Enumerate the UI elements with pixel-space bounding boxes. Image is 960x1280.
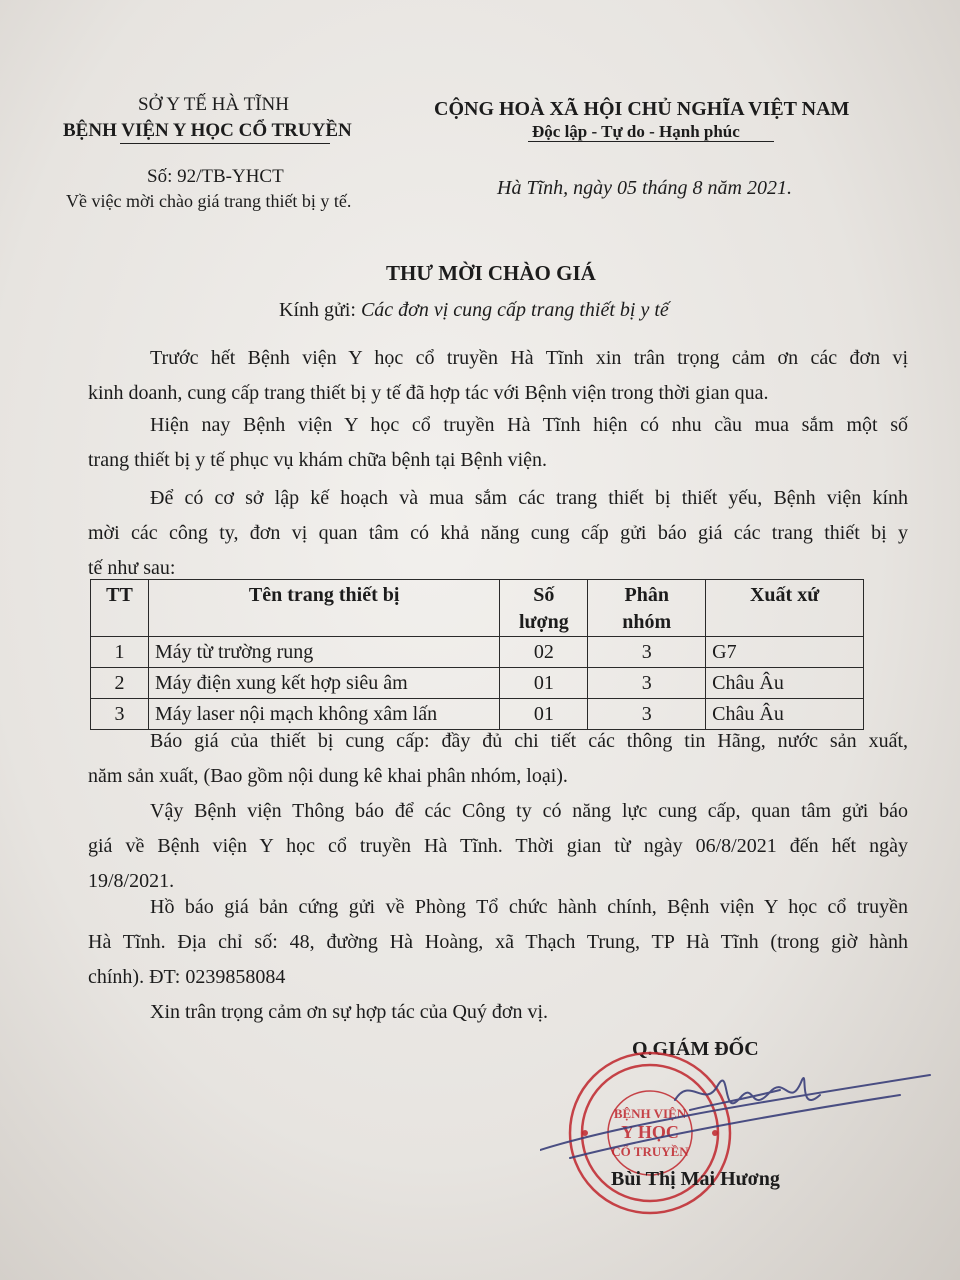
- paragraph-line: trang thiết bị y tế phục vụ khám chữa bệnh tại Bệnh viện.: [88, 449, 548, 471]
- place-date: Hà Tĩnh, ngày 05 tháng 8 năm 2021.: [497, 177, 792, 199]
- recipient-line: [279, 299, 669, 322]
- stamp-text-mid: Y HỌC: [621, 1122, 679, 1142]
- header-quantity-line1: Số: [533, 584, 555, 606]
- paragraph-line: Để có cơ sở lập kế hoạch và mua sắm các trang thiết bị thiết yếu, Bệnh viện kính: [150, 487, 908, 509]
- recipient-label: Kính gửi:: [279, 299, 361, 321]
- department-name: SỞ Y TẾ HÀ TĨNH: [138, 94, 289, 115]
- header-quantity-line2: lượng: [518, 611, 569, 633]
- header-group-line2: nhóm: [622, 611, 672, 633]
- paragraph-invitation: [88, 481, 908, 586]
- header-tt: TT: [91, 580, 149, 637]
- paragraph-quote-requirements: [88, 724, 908, 794]
- paragraph-line: chính). ĐT: 0239858084: [88, 966, 286, 988]
- stamp-text-top: BỆNH VIỆN: [613, 1106, 687, 1121]
- cell-tt: 1: [91, 637, 149, 668]
- paragraph-line: Hà Tĩnh. Địa chỉ số: 48, đường Hà Hoàng, xã Thạch Trung, TP Hà Tĩnh (trong giờ hành: [88, 931, 908, 953]
- cell-group: 3: [588, 668, 706, 699]
- cell-quantity: 01: [500, 699, 588, 730]
- motto-underline: [528, 141, 774, 142]
- header-origin: Xuất xứ: [706, 580, 864, 637]
- cell-group: 3: [588, 699, 706, 730]
- cell-equipment-name: Máy laser nội mạch không xâm lấn: [148, 699, 499, 730]
- table-header-row: [91, 580, 864, 637]
- paragraph-line: Xin trân trọng cảm ơn sự hợp tác của Quý đơn vị.: [150, 1001, 549, 1023]
- paragraph-line: giá về Bệnh viện Y học cổ truyền Hà Tĩnh. Thời gian từ ngày 06/8/2021 đến hết ngày: [88, 835, 908, 857]
- paragraph-line: Hồ báo giá bản cứng gửi về Phòng Tổ chức hành chính, Bệnh viện Y học cổ truyền: [150, 896, 908, 918]
- republic-name: CỘNG HOÀ XÃ HỘI CHỦ NGHĨA VIỆT NAM: [434, 98, 850, 120]
- cell-quantity: 02: [500, 637, 588, 668]
- cell-origin: Châu Âu: [706, 699, 864, 730]
- paragraph-submission-address: [88, 890, 908, 995]
- cell-origin: Châu Âu: [706, 668, 864, 699]
- signer-position: Q.GIÁM ĐỐC: [632, 1038, 759, 1060]
- header-quantity: [500, 580, 588, 637]
- hospital-name: BỆNH VIỆN Y HỌC CỔ TRUYỀN: [63, 120, 352, 141]
- paragraph-need: [88, 408, 908, 478]
- paragraph-deadline: [88, 794, 908, 899]
- paragraph-line: mời các công ty, đơn vị quan tâm có khả năng cung cấp gửi báo giá các trang thiết bị y: [88, 522, 908, 544]
- cell-group: 3: [588, 637, 706, 668]
- paragraph-gratitude: [88, 341, 908, 411]
- cell-tt: 3: [91, 699, 149, 730]
- paragraph-line: Báo giá của thiết bị cung cấp: đầy đủ chi tiết các thông tin Hãng, nước sản xuất,: [150, 730, 908, 752]
- stamp-text-bottom: CỔ TRUYỀN: [611, 1144, 689, 1159]
- handwritten-signature-icon: [540, 1040, 940, 1170]
- paragraph-line: tế như sau:: [88, 557, 176, 579]
- header-group-line1: Phân: [624, 584, 669, 606]
- paragraph-line: 19/8/2021.: [88, 870, 175, 892]
- paragraph-closing: [88, 995, 908, 1030]
- paragraph-line: năm sản xuất, (Bao gồm nội dung kê khai phân nhóm, loại).: [88, 765, 568, 787]
- header-group: [588, 580, 706, 637]
- paragraph-line: Hiện nay Bệnh viện Y học cổ truyền Hà Tĩnh hiện có nhu cầu mua sắm một số: [150, 414, 908, 436]
- recipient-value: Các đơn vị cung cấp trang thiết bị y tế: [360, 299, 669, 321]
- national-motto: Độc lập - Tự do - Hạnh phúc: [532, 122, 740, 141]
- letter-title: THƯ MỜI CHÀO GIÁ: [386, 261, 596, 285]
- equipment-table: [90, 579, 864, 730]
- document-subject: Về việc mời chào giá trang thiết bị y tế.: [66, 191, 352, 211]
- paragraph-line: kinh doanh, cung cấp trang thiết bị y tế đã hợp tác với Bệnh viện trong thời gian qua.: [88, 382, 769, 404]
- hospital-underline: [120, 143, 330, 144]
- document-number: Số: 92/TB-YHCT: [147, 166, 284, 187]
- cell-equipment-name: Máy từ trường rung: [148, 637, 499, 668]
- header-equipment-name: Tên trang thiết bị: [148, 580, 499, 637]
- cell-tt: 2: [91, 668, 149, 699]
- cell-quantity: 01: [500, 668, 588, 699]
- cell-origin: G7: [706, 637, 864, 668]
- paragraph-line: Vậy Bệnh viện Thông báo để các Công ty có năng lực cung cấp, quan tâm gửi báo: [150, 800, 908, 822]
- signer-name: Bùi Thị Mai Hương: [611, 1168, 780, 1190]
- paragraph-line: Trước hết Bệnh viện Y học cổ truyền Hà Tĩnh xin trân trọng cảm ơn các đơn vị: [150, 347, 908, 369]
- table-row: [91, 637, 864, 668]
- table-row: [91, 668, 864, 699]
- cell-equipment-name: Máy điện xung kết hợp siêu âm: [148, 668, 499, 699]
